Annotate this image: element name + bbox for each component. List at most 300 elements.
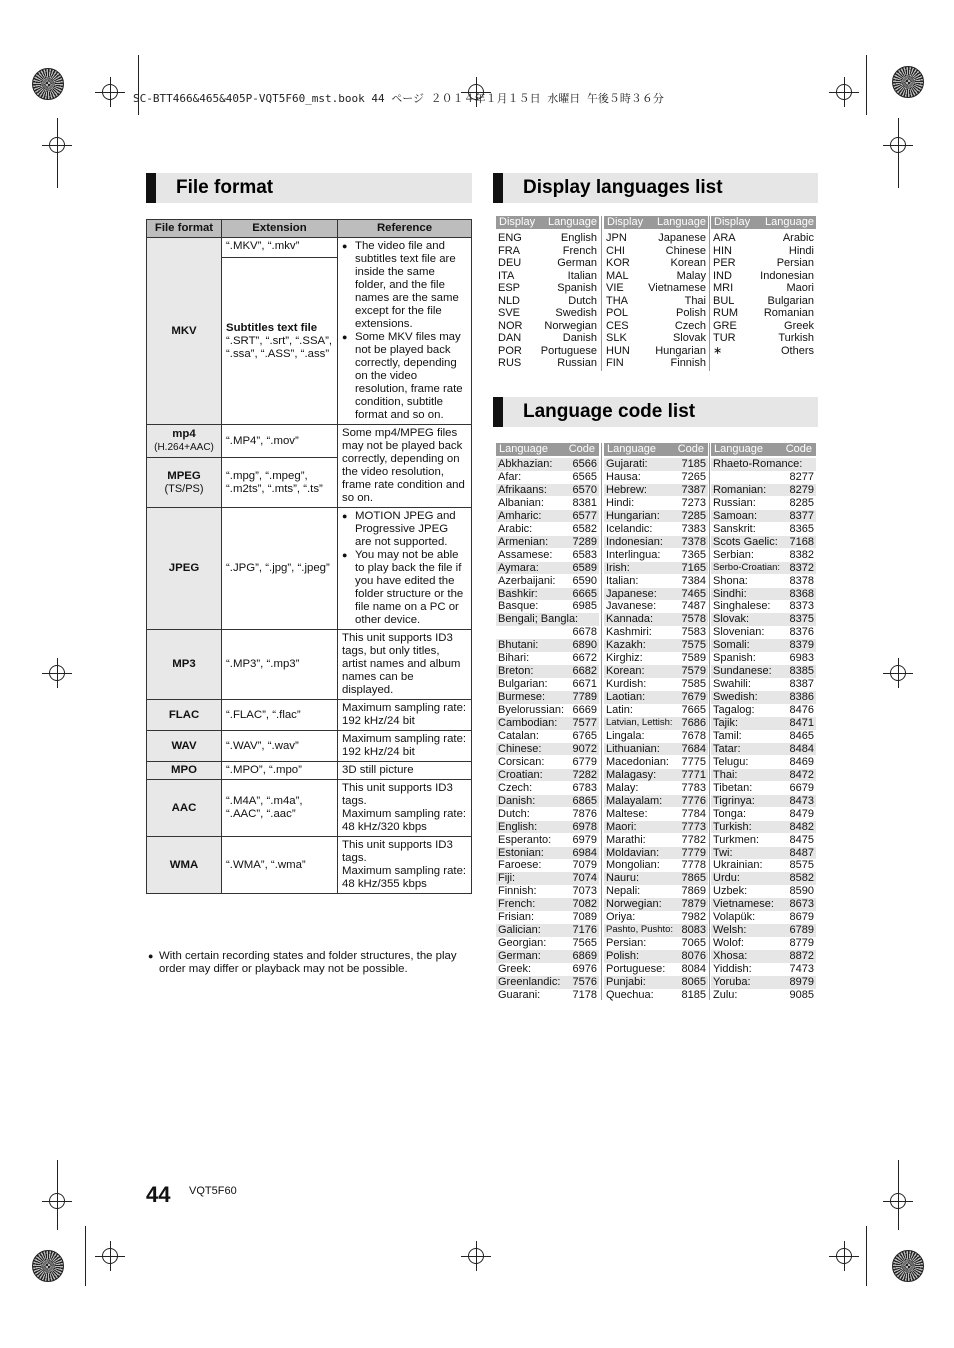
item-name: Hebrew: xyxy=(606,483,647,496)
list-item xyxy=(711,510,816,523)
item-value: 6789 xyxy=(789,924,814,937)
list-item xyxy=(604,588,708,601)
item-name: Swahili: xyxy=(713,678,751,691)
item-value: 6779 xyxy=(572,755,597,768)
file-format-table xyxy=(146,219,472,894)
item-name: Maltese: xyxy=(606,807,648,820)
item-name: Persian: xyxy=(606,937,647,950)
item-value: 6890 xyxy=(572,639,597,652)
item-name: Tagalog: xyxy=(713,704,755,717)
list-item xyxy=(496,510,599,523)
item-name: Serbo-Croatian: xyxy=(713,561,781,573)
crop-line xyxy=(57,118,58,188)
item-value: 8979 xyxy=(789,976,814,988)
item-value: 6869 xyxy=(572,950,597,963)
item-value: Portuguese xyxy=(540,344,597,357)
column-header: Reference xyxy=(338,220,472,238)
item-name: DEU xyxy=(498,257,522,269)
item-value: 8083 xyxy=(681,924,706,937)
list-item xyxy=(711,484,816,497)
item-name: Scots Gaelic: xyxy=(713,535,778,548)
code-list-header xyxy=(604,443,708,456)
table-header-row xyxy=(147,220,472,238)
item-value: Thai xyxy=(684,294,706,307)
list-item xyxy=(711,245,816,258)
item-value: 8872 xyxy=(789,950,814,963)
table-row xyxy=(147,780,472,837)
item-name: Macedonian: xyxy=(606,755,669,768)
list-item xyxy=(711,937,816,950)
list-item xyxy=(711,795,816,808)
item-value: 8476 xyxy=(789,704,814,717)
list-item xyxy=(711,847,816,860)
item-name: Xhosa: xyxy=(713,950,748,963)
item-name: Yoruba: xyxy=(713,976,751,988)
item-name: English: xyxy=(498,820,538,833)
item-value: 7869 xyxy=(681,885,706,898)
file-format-section-title xyxy=(146,173,472,203)
list-item xyxy=(711,626,816,639)
list-item xyxy=(496,232,599,245)
item-value: 8381 xyxy=(572,496,597,509)
list-item xyxy=(496,885,599,898)
list-item xyxy=(711,562,816,575)
extension-cell: “.WAV”, “.wav” xyxy=(222,731,338,762)
item-value: Persian xyxy=(776,257,814,269)
item-value: 6570 xyxy=(572,483,597,496)
crop-mark-icon xyxy=(829,1241,859,1271)
item-value: 7378 xyxy=(681,535,706,548)
table-row xyxy=(147,508,472,630)
item-name: Maori: xyxy=(606,820,637,833)
list-item xyxy=(711,332,816,345)
extension-cell xyxy=(222,258,338,425)
item-name: Hindi: xyxy=(606,496,635,509)
item-name: SLK xyxy=(606,332,627,344)
item-value: 8378 xyxy=(789,574,814,587)
item-name: Turkmen: xyxy=(713,833,760,846)
list-item xyxy=(496,743,599,756)
item-name: Japanese: xyxy=(606,587,657,600)
list-item xyxy=(496,911,599,924)
crop-line xyxy=(898,1160,899,1230)
item-value: 7273 xyxy=(681,496,706,509)
item-name: Lithuanian: xyxy=(606,742,660,755)
item-value: 7589 xyxy=(681,652,706,665)
column-divider xyxy=(601,443,602,1000)
item-value: 7578 xyxy=(681,613,706,626)
list-item xyxy=(711,691,816,704)
item-name: Urdu: xyxy=(713,872,740,885)
item-name: CES xyxy=(606,319,629,332)
header-display: Display xyxy=(607,216,644,228)
item-value: 8382 xyxy=(789,548,814,561)
list-item xyxy=(711,613,816,626)
item-value: 8076 xyxy=(681,950,706,963)
item-value: 7074 xyxy=(572,872,597,885)
list-item xyxy=(711,575,816,588)
crop-mark-icon xyxy=(95,1241,125,1271)
display-languages-section-title xyxy=(493,173,818,203)
item-name: Galician: xyxy=(498,924,541,937)
item-value: 8379 xyxy=(789,639,814,652)
reference-line: 48 kHz/320 kbps xyxy=(342,821,427,833)
list-item xyxy=(604,821,708,834)
item-value: 7575 xyxy=(681,639,706,652)
item-name: POR xyxy=(498,344,522,357)
list-item xyxy=(711,950,816,963)
item-value: 8084 xyxy=(681,963,706,976)
header-language: Language xyxy=(499,443,548,455)
list-item xyxy=(604,245,708,258)
item-name: Russian: xyxy=(713,496,756,509)
item-value: 8465 xyxy=(789,729,814,742)
list-item xyxy=(496,270,599,283)
list-item xyxy=(711,911,816,924)
item-value: 8469 xyxy=(789,755,814,768)
item-name: Vietnamese: xyxy=(713,898,774,911)
extension-cell: “.M4A”, “.m4a”, “.AAC”, “.aac” xyxy=(222,780,338,837)
list-item xyxy=(496,976,599,989)
item-name: Cambodian: xyxy=(498,717,558,729)
item-name: Icelandic: xyxy=(606,522,653,535)
list-item xyxy=(496,769,599,782)
list-item xyxy=(604,963,708,976)
item-name: MAL xyxy=(606,269,629,282)
item-value: 7178 xyxy=(572,988,597,1001)
item-value: 7776 xyxy=(681,794,706,807)
item-value: Polish xyxy=(676,307,706,319)
item-name: DAN xyxy=(498,332,522,344)
item-value: 8386 xyxy=(789,691,814,704)
header-code: Code xyxy=(677,443,704,455)
list-item xyxy=(604,937,708,950)
item-value: 6672 xyxy=(572,652,597,665)
item-name: Georgian: xyxy=(498,937,547,950)
list-item xyxy=(496,924,599,937)
list-item xyxy=(496,989,599,1002)
list-item xyxy=(604,549,708,562)
item-name: Amharic: xyxy=(498,509,542,522)
item-value: 7773 xyxy=(681,820,706,833)
item-name: Estonian: xyxy=(498,846,544,859)
item-value: Dutch xyxy=(568,294,597,307)
item-value: 8279 xyxy=(789,483,814,496)
item-value: 8285 xyxy=(789,496,814,509)
item-value: 8484 xyxy=(789,742,814,755)
column-header: File format xyxy=(147,220,222,238)
list-item xyxy=(604,730,708,743)
item-name: ENG xyxy=(498,232,522,244)
item-name: Marathi: xyxy=(606,833,646,846)
display-languages-title: Display languages list xyxy=(523,177,723,198)
item-value: 7876 xyxy=(572,807,597,820)
item-value: 7879 xyxy=(681,898,706,911)
item-name: ARA xyxy=(713,232,736,244)
format-cell: MPO xyxy=(147,762,222,780)
item-name: Italian: xyxy=(606,574,639,587)
item-name: Swedish: xyxy=(713,691,758,704)
list-item xyxy=(604,717,708,730)
list-item xyxy=(496,963,599,976)
document-code: VQT5F60 xyxy=(189,1185,237,1197)
item-name: German: xyxy=(498,950,541,963)
list-item xyxy=(604,847,708,860)
list-item xyxy=(604,989,708,1002)
item-value: 7585 xyxy=(681,678,706,691)
list-item xyxy=(604,484,708,497)
crop-line xyxy=(85,1226,86,1286)
reference-item: ● Some MKV files may not be played back correctly, depending on the video resolution, frame rate condition, subtitle format and so on. xyxy=(342,331,467,422)
list-item xyxy=(711,885,816,898)
list-item xyxy=(496,613,599,626)
item-value: 8475 xyxy=(789,833,814,846)
item-value: Malay xyxy=(676,269,706,282)
list-item xyxy=(604,562,708,575)
item-value: 8479 xyxy=(789,807,814,820)
list-item xyxy=(496,730,599,743)
list-item xyxy=(604,976,708,989)
item-value: Arabic xyxy=(782,232,814,244)
item-name: Albanian: xyxy=(498,496,544,509)
item-value: 8471 xyxy=(789,717,814,729)
item-name: Afrikaans: xyxy=(498,483,547,496)
list-item xyxy=(711,471,816,484)
list-item xyxy=(604,345,708,358)
list-item xyxy=(604,282,708,295)
crop-mark-icon xyxy=(883,658,913,688)
item-name: Turkish: xyxy=(713,820,752,833)
table-row xyxy=(147,837,472,894)
item-value: 6865 xyxy=(572,794,597,807)
item-value: 7771 xyxy=(681,768,706,781)
item-name: Oriya: xyxy=(606,911,636,924)
item-value: Greek xyxy=(784,319,814,332)
list-item xyxy=(496,575,599,588)
list-item xyxy=(711,769,816,782)
list-item xyxy=(496,295,599,308)
list-item xyxy=(711,898,816,911)
item-name: Serbian: xyxy=(713,548,754,561)
list-item xyxy=(496,497,599,510)
item-name: Javanese: xyxy=(606,600,657,613)
item-value: 7073 xyxy=(572,885,597,898)
item-name: Chinese: xyxy=(498,742,542,755)
list-item xyxy=(604,510,708,523)
item-value: French xyxy=(562,244,597,257)
format-cell: MKV xyxy=(147,238,222,425)
item-name: CHI xyxy=(606,244,625,257)
crop-line xyxy=(138,55,139,115)
list-item xyxy=(604,898,708,911)
extension-cell: “.MKV”, “.mkv” xyxy=(222,238,338,258)
item-value: 6983 xyxy=(789,652,814,665)
extension-cell: “.MP4”, “.mov” xyxy=(222,425,338,458)
item-value: Danish xyxy=(562,332,597,344)
list-item xyxy=(711,989,816,1002)
list-item xyxy=(496,652,599,665)
item-value: 7387 xyxy=(681,483,706,496)
item-value: Czech xyxy=(674,319,706,332)
table-row xyxy=(147,762,472,780)
item-name: Lingala: xyxy=(606,729,645,742)
crop-mark-icon xyxy=(829,77,859,107)
item-value: 8373 xyxy=(789,600,814,613)
item-name: ESP xyxy=(498,282,521,294)
item-value: Indonesian xyxy=(760,269,814,282)
list-item xyxy=(711,536,816,549)
list-item xyxy=(604,834,708,847)
item-value: 7465 xyxy=(681,587,706,600)
list-item xyxy=(711,270,816,283)
item-value: 7473 xyxy=(789,963,814,976)
list-item xyxy=(711,756,816,769)
item-value: Italian xyxy=(567,269,597,282)
list-item xyxy=(604,536,708,549)
registration-disc-icon xyxy=(32,68,64,100)
item-value: 7982 xyxy=(681,911,706,924)
reference-line: This unit supports ID3 tags. xyxy=(342,839,453,864)
item-name: JPN xyxy=(606,232,627,244)
item-name: Hungarian: xyxy=(606,509,660,522)
item-value: 8387 xyxy=(789,678,814,691)
list-item xyxy=(496,834,599,847)
list-item xyxy=(711,678,816,691)
list-item xyxy=(711,717,816,730)
item-name: BUL xyxy=(713,294,735,307)
item-value: 7185 xyxy=(681,458,706,470)
list-item xyxy=(496,691,599,704)
item-value: 6589 xyxy=(572,561,597,574)
item-name: Sanskrit: xyxy=(713,522,756,535)
item-name: Frisian: xyxy=(498,911,535,924)
reference-line: This unit supports ID3 tags. xyxy=(342,782,453,807)
item-name: Norwegian: xyxy=(606,898,662,911)
registration-disc-icon xyxy=(892,66,924,98)
item-value: Turkish xyxy=(778,332,814,344)
item-name: Volapük: xyxy=(713,911,756,924)
list-item xyxy=(604,859,708,872)
item-value: 8365 xyxy=(789,522,814,535)
item-name: Croatian: xyxy=(498,768,543,781)
item-name: Tonga: xyxy=(713,807,747,820)
list-item xyxy=(604,808,708,821)
list-item xyxy=(496,639,599,652)
item-name: Nauru: xyxy=(606,872,640,885)
reference-cell: Some mp4/MPEG files may not be played back correctly, depending on the video resolution, frame rate condition and so on. xyxy=(338,425,472,508)
format-name: mp4 xyxy=(172,428,196,440)
item-value: Vietnamese xyxy=(648,282,706,294)
list-item xyxy=(711,600,816,613)
item-name: FIN xyxy=(606,357,624,369)
item-value: 6665 xyxy=(572,587,597,600)
item-value: 6978 xyxy=(572,820,597,833)
item-name: Tigrinya: xyxy=(713,794,755,807)
format-subtitle: (H.264+AAC) xyxy=(154,442,214,453)
item-name: Tamil: xyxy=(713,729,742,742)
crop-line xyxy=(866,1226,867,1286)
item-name: Polish: xyxy=(606,950,640,963)
item-name: Afar: xyxy=(498,470,522,483)
item-value: 8065 xyxy=(681,976,706,988)
list-item xyxy=(711,282,816,295)
format-cell: MP3 xyxy=(147,630,222,700)
item-name: Samoan: xyxy=(713,509,758,522)
list-item xyxy=(604,652,708,665)
item-name: Esperanto: xyxy=(498,833,552,846)
item-name: Pashto, Pushto: xyxy=(606,924,674,936)
list-item xyxy=(604,795,708,808)
item-value: 8368 xyxy=(789,587,814,600)
item-name: Thai: xyxy=(713,768,738,781)
list-item xyxy=(711,704,816,717)
item-value: 7176 xyxy=(572,924,597,937)
list-item xyxy=(711,872,816,885)
item-name: Abkhazian: xyxy=(498,458,553,470)
registration-disc-icon xyxy=(892,1250,924,1282)
item-value: 8385 xyxy=(789,665,814,678)
format-cell xyxy=(147,458,222,508)
list-item xyxy=(496,282,599,295)
list-item xyxy=(604,320,708,333)
list-item xyxy=(604,295,708,308)
item-name: Bashkir: xyxy=(498,587,538,600)
list-item xyxy=(711,963,816,976)
reference-cell xyxy=(338,508,472,630)
item-value: 7665 xyxy=(681,704,706,717)
list-item xyxy=(604,782,708,795)
item-name: Singhalese: xyxy=(713,600,771,613)
item-name: SVE xyxy=(498,307,521,319)
item-name: RUM xyxy=(713,307,739,319)
item-value: 8185 xyxy=(681,988,706,1001)
column-divider xyxy=(601,216,602,371)
registration-disc-icon xyxy=(32,1250,64,1282)
item-value: 7576 xyxy=(572,976,597,988)
list-item xyxy=(604,743,708,756)
item-name: Faroese: xyxy=(498,859,542,872)
list-item xyxy=(604,523,708,536)
item-name: Shona: xyxy=(713,574,748,587)
reference-cell: 3D still picture xyxy=(338,762,472,780)
list-item xyxy=(711,859,816,872)
reference-line: Maximum sampling rate: xyxy=(342,808,467,820)
format-cell: FLAC xyxy=(147,700,222,731)
item-name: Assamese: xyxy=(498,548,553,561)
item-value: 7583 xyxy=(681,626,706,639)
list-item xyxy=(711,743,816,756)
item-value: 7686 xyxy=(681,717,706,729)
item-name: Moldavian: xyxy=(606,846,660,859)
playback-note: ● With certain recording states and folder structures, the play order may differ or playback may not be possible. xyxy=(146,950,472,976)
table-row xyxy=(147,731,472,762)
item-value: Maori xyxy=(786,282,814,294)
list-item xyxy=(496,484,599,497)
file-format-title: File format xyxy=(176,177,274,198)
item-value: 7165 xyxy=(681,561,706,574)
extension-cell: “.FLAC”, “.flac” xyxy=(222,700,338,731)
crop-line xyxy=(866,55,867,115)
item-name: Sindhi: xyxy=(713,587,747,600)
header-language: Language xyxy=(765,216,814,228)
list-item xyxy=(711,821,816,834)
item-value: 7384 xyxy=(681,574,706,587)
reference-cell: This unit supports ID3 tags, but only titles, artist names and album names can be displayed. xyxy=(338,630,472,700)
item-name: Portuguese: xyxy=(606,963,666,976)
list-item xyxy=(604,911,708,924)
item-name: Malayalam: xyxy=(606,794,663,807)
item-value: 6577 xyxy=(572,509,597,522)
